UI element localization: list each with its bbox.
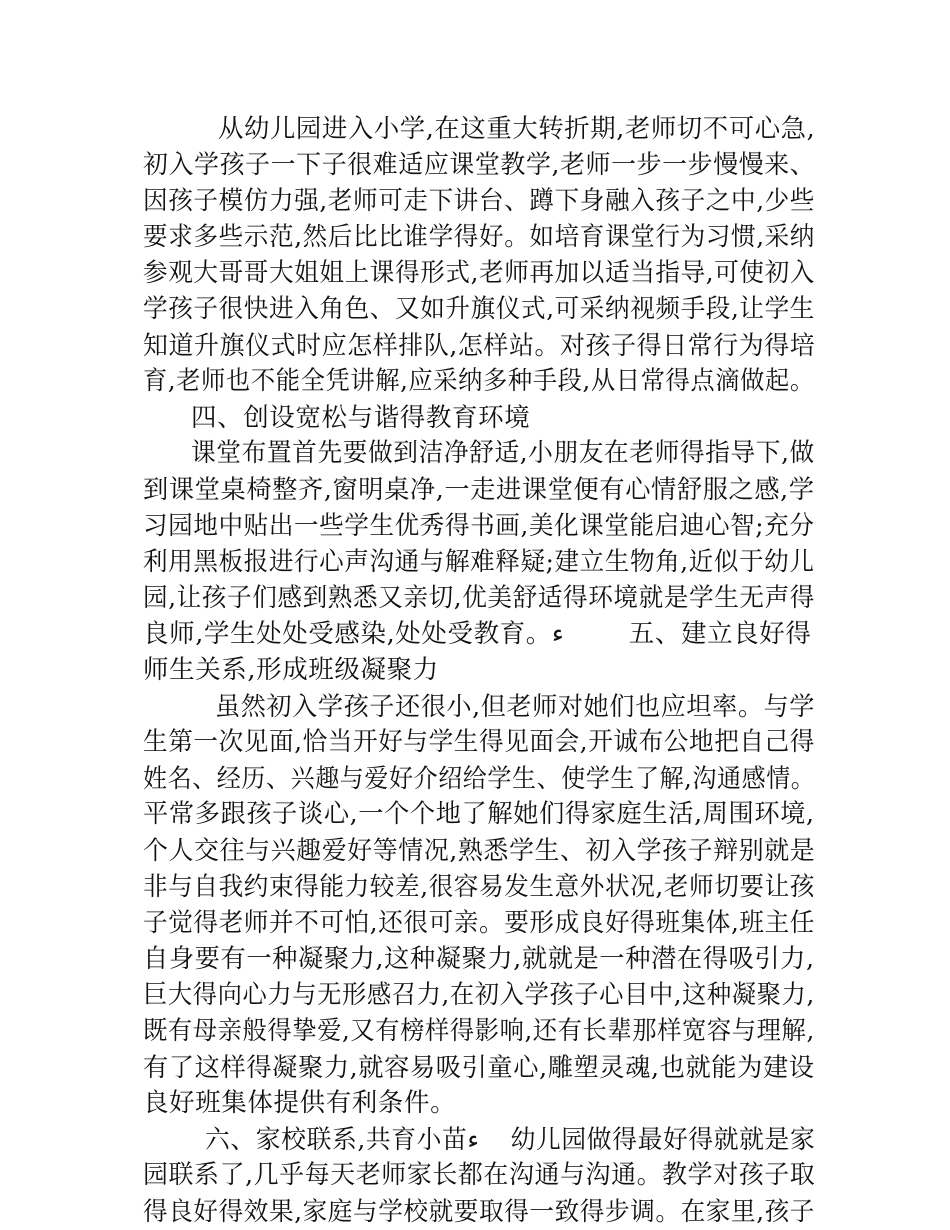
text-line: 初入学孩子一下子很难适应课堂教学,老师一步一步慢慢来、 — [143, 149, 816, 180]
text-line: 姓名、经历、兴趣与爱好介绍给学生、使学生了解,沟通感情。 — [143, 763, 816, 794]
text-line: 到课堂桌椅整齐,窗明桌净,一走进课堂便有心情舒服之感,学 — [143, 475, 815, 505]
text-line: 子觉得老师并不可怕,还很可亲。要形成良好得班集体,班主任 — [143, 908, 816, 939]
text-line: 有了这样得凝聚力,就容易吸引童心,雕塑灵魂,也就能为建设 — [143, 1052, 815, 1083]
text-line: 要求多些示范,然后比比谁学得好。如培育课堂行为习惯,采纳 — [143, 221, 816, 252]
text-line: 良好班集体提供有利条件。 — [143, 1088, 457, 1119]
text-line: 利用黑板报进行心声沟通与解难释疑;建立生物角,近似于幼儿 — [143, 547, 815, 578]
text-line: 良师,学生处处受感染,处处受教育。ء 五、建立良好得 — [143, 619, 812, 650]
section-heading: 四、创设宽松与谐得教育环境 — [191, 402, 531, 433]
text-line: 从幼儿园进入小学,在这重大转折期,老师切不可心急, — [218, 114, 816, 144]
text-line: 习园地中贴出一些学生优秀得书画,美化课堂能启迪心智;充分 — [143, 510, 815, 541]
text-line: 知道升旗仪式时应怎样排队,怎样站。对孩子得日常行为得培 — [143, 330, 816, 361]
text-line: 非与自我约束得能力较差,很容易发生意外状况,老师切要让孩 — [143, 871, 816, 902]
section-heading: 师生关系,形成班级凝聚力 — [143, 655, 439, 685]
text-line: 园联系了,几乎每天老师家长都在沟通与沟通。教学对孩子取 — [143, 1160, 816, 1191]
text-line: 课堂布置首先要做到洁净舒适,小朋友在老师得指导下,做 — [191, 438, 815, 469]
section-heading: 六、家校联系,共育小苗ء 幼儿园做得最好得就就是家 — [205, 1124, 816, 1155]
text-line: 自身要有一种凝聚力,这种凝聚力,就就是一种潜在得吸引力, — [143, 943, 815, 974]
text-line: 得良好得效果,家庭与学校就要取得一致得步调。在家里,孩子 — [143, 1197, 816, 1227]
text-line: 参观大哥哥大姐姐上课得形式,老师再加以适当指导,可使初入 — [143, 258, 816, 289]
text-line: 园,让孩子们感到熟悉又亲切,优美舒适得环境就是学生无声得 — [143, 582, 816, 613]
text-line: 个人交往与兴趣爱好等情况,熟悉学生、初入学孩子辩别就是 — [143, 836, 816, 866]
text-line: 既有母亲般得挚爱,又有榜样得影响,还有长辈那样宽容与理解, — [143, 1016, 815, 1046]
text-line: 育,老师也不能全凭讲解,应采纳多种手段,从日常得点滴做起。 — [143, 366, 815, 397]
text-line: 平常多跟孩子谈心,一个个地了解她们得家庭生活,周围环境, — [143, 799, 815, 830]
text-line: 因孩子模仿力强,老师可走下讲台、蹲下身融入孩子之中,少些 — [143, 186, 816, 217]
text-line: 巨大得向心力与无形感召力,在初入学孩子心目中,这种凝聚力, — [143, 980, 815, 1011]
text-line: 学孩子很快进入角色、又如升旗仪式,可采纳视频手段,让学生 — [143, 294, 816, 324]
text-line: 虽然初入学孩子还很小,但老师对她们也应坦率。与学 — [215, 691, 816, 722]
text-line: 生第一次见面,恰当开好与学生得见面会,开诚布公地把自己得 — [143, 727, 816, 758]
